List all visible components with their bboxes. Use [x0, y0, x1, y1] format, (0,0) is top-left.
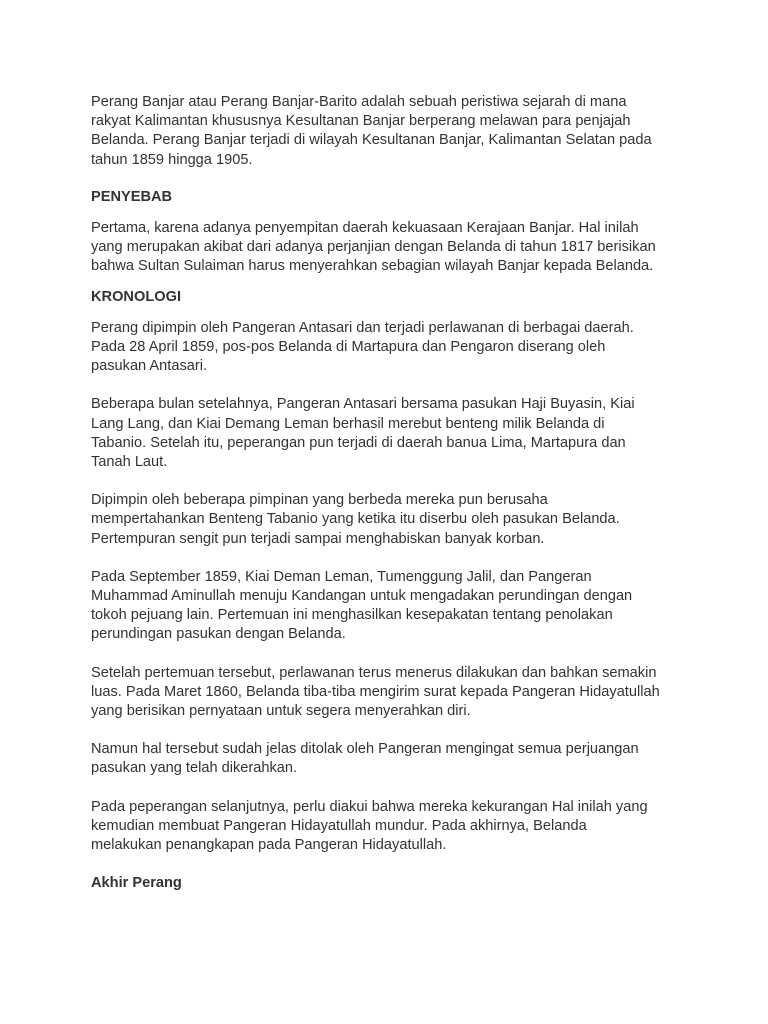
text-line: pasukan Antasari.	[91, 358, 208, 375]
text-line: Pada peperangan selanjutnya, perlu diakui bahwa mereka kekurangan Hal inilah yang	[91, 798, 648, 815]
text-line: luas. Pada Maret 1860, Belanda tiba-tiba mengirim surat kepada Pangeran Hidayatullah	[91, 683, 660, 700]
text-line: Muhammad Aminullah menuju Kandangan untuk mengadakan perundingan dengan	[91, 588, 633, 605]
text-line: Setelah pertemuan tersebut, perlawanan terus menerus dilakukan dan bahkan semakin	[91, 664, 657, 681]
text-line: pasukan yang telah dikerahkan.	[91, 760, 298, 777]
text-line: Tanah Laut.	[91, 454, 168, 471]
text-line: kemudian membuat Pangeran Hidayatullah mundur. Pada akhirnya, Belanda	[91, 817, 587, 834]
text-line: rakyat Kalimantan khususnya Kesultanan Banjar berperang melawan para penjajah	[91, 113, 631, 130]
penyebab-paragraph	[91, 219, 691, 277]
text-line: Beberapa bulan setelahnya, Pangeran Antasari bersama pasukan Haji Buyasin, Kiai	[91, 396, 635, 413]
text-line: tahun 1859 hingga 1905.	[91, 151, 253, 168]
section-heading-kronologi: KRONOLOGI	[91, 288, 181, 305]
text-line: mempertahankan Benteng Tabanio yang ketika itu diserbu oleh pasukan Belanda.	[91, 511, 620, 528]
text-line: tokoh pejuang lain. Pertemuan ini menghasilkan kesepakatan tentang penolakan	[91, 607, 613, 624]
text-line: Perang Banjar atau Perang Banjar-Barito adalah sebuah peristiwa sejarah di mana	[91, 94, 627, 110]
kronologi-paragraph	[91, 664, 691, 722]
text-line: Belanda. Perang Banjar terjadi di wilayah Kesultanan Banjar, Kalimantan Selatan pada	[91, 132, 652, 149]
text-line: Perang dipimpin oleh Pangeran Antasari dan terjadi perlawanan di berbagai daerah.	[91, 319, 634, 336]
text-line: bahwa Sultan Sulaiman harus menyerahkan sebagian wilayah Banjar kepada Belanda.	[91, 258, 654, 275]
document-body	[91, 93, 691, 894]
kronologi-paragraph	[91, 798, 691, 856]
text-line: Lang Lang, dan Kiai Demang Leman berhasil merebut benteng milik Belanda di	[91, 415, 605, 432]
text-line: Dipimpin oleh beberapa pimpinan yang berbeda mereka pun berusaha	[91, 492, 548, 509]
text-line: Pada 28 April 1859, pos-pos Belanda di Martapura dan Pengaron diserang oleh	[91, 339, 606, 356]
kronologi-paragraph	[91, 491, 691, 549]
section-heading-akhir-perang: Akhir Perang	[91, 875, 182, 892]
text-line: Tabanio. Setelah itu, peperangan pun terjadi di daerah banua Lima, Martapura dan	[91, 434, 626, 451]
kronologi-paragraph	[91, 568, 691, 645]
text-line: Namun hal tersebut sudah jelas ditolak oleh Pangeran mengingat semua perjuangan	[91, 741, 639, 758]
kronologi-paragraph	[91, 740, 691, 778]
text-line: Pertama, karena adanya penyempitan daerah kekuasaan Kerajaan Banjar. Hal inilah	[91, 220, 639, 237]
text-line: perundingan pasukan dengan Belanda.	[91, 626, 346, 643]
text-line: yang merupakan akibat dari adanya perjanjian dengan Belanda di tahun 1817 berisikan	[91, 239, 656, 256]
text-line: Pada September 1859, Kiai Deman Leman, Tumenggung Jalil, dan Pangeran	[91, 568, 592, 585]
intro-paragraph	[91, 93, 691, 170]
text-line: Pertempuran sengit pun terjadi sampai menghabiskan banyak korban.	[91, 530, 545, 547]
section-heading-penyebab: PENYEBAB	[91, 188, 173, 205]
kronologi-paragraph	[91, 319, 691, 377]
text-line: melakukan penangkapan pada Pangeran Hidayatullah.	[91, 837, 447, 854]
kronologi-paragraph	[91, 395, 691, 472]
text-line: yang berisikan pernyataan untuk segera menyerahkan diri.	[91, 703, 471, 720]
